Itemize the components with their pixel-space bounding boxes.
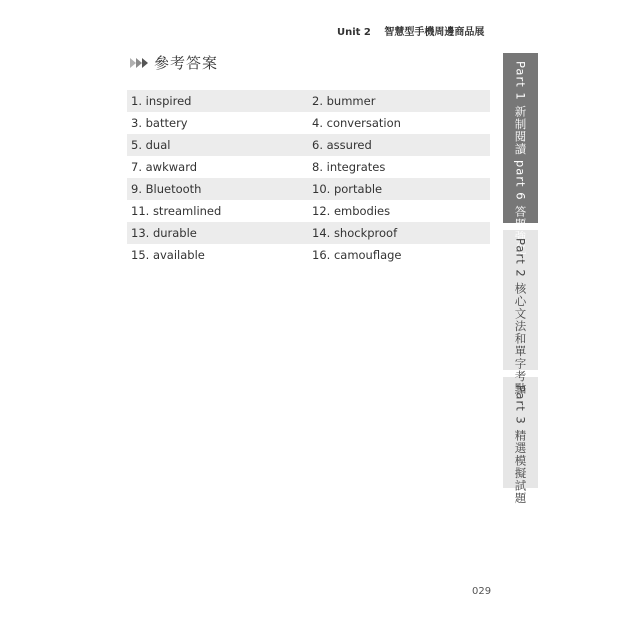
tab-part-1[interactable] (503, 53, 538, 256)
answer-item: 12. embodies (312, 204, 391, 218)
unit-title: 智慧型手機周邊商品展 (384, 27, 485, 38)
unit-label: Unit 2 (337, 27, 371, 38)
table-row (127, 156, 490, 178)
table-row (127, 134, 490, 156)
answer-item: 10. portable (312, 182, 383, 196)
running-header (337, 23, 484, 38)
tab-label: Part 2 核心文法和單字考點 (513, 238, 528, 395)
tab-label: Part 1 新制閱讀 part 6 答題強化 (513, 61, 528, 256)
answer-item: 14. shockproof (312, 226, 398, 240)
answer-item: 7. awkward (131, 160, 198, 174)
page-number: 029 (472, 586, 492, 597)
triple-arrow-icon (130, 58, 148, 68)
answer-item: 13. durable (131, 226, 197, 240)
answer-item: 5. dual (131, 138, 171, 152)
answer-item: 15. available (131, 248, 205, 262)
table-row (127, 178, 490, 200)
answer-item: 11. streamlined (131, 204, 222, 218)
section-heading (130, 52, 218, 73)
table-row (127, 112, 490, 134)
tab-label: Part 3 精選模擬試題 (513, 385, 528, 505)
answer-item: 1. inspired (131, 94, 192, 108)
answer-item: 9. Bluetooth (131, 182, 202, 196)
answer-item: 3. battery (131, 116, 188, 130)
table-row (127, 200, 490, 222)
answer-item: 2. bummer (312, 94, 376, 108)
tab-part-3[interactable] (503, 377, 538, 505)
section-title: 參考答案 (154, 54, 219, 72)
answer-item: 4. conversation (312, 116, 401, 130)
table-row (127, 244, 490, 266)
side-tabs (503, 53, 538, 505)
answer-item: 16. camouflage (312, 248, 402, 262)
answer-item: 8. integrates (312, 160, 386, 174)
tab-part-2[interactable] (503, 230, 538, 395)
answer-key-table (127, 90, 490, 266)
table-row (127, 222, 490, 244)
answer-item: 6. assured (312, 138, 372, 152)
table-row (127, 90, 490, 112)
